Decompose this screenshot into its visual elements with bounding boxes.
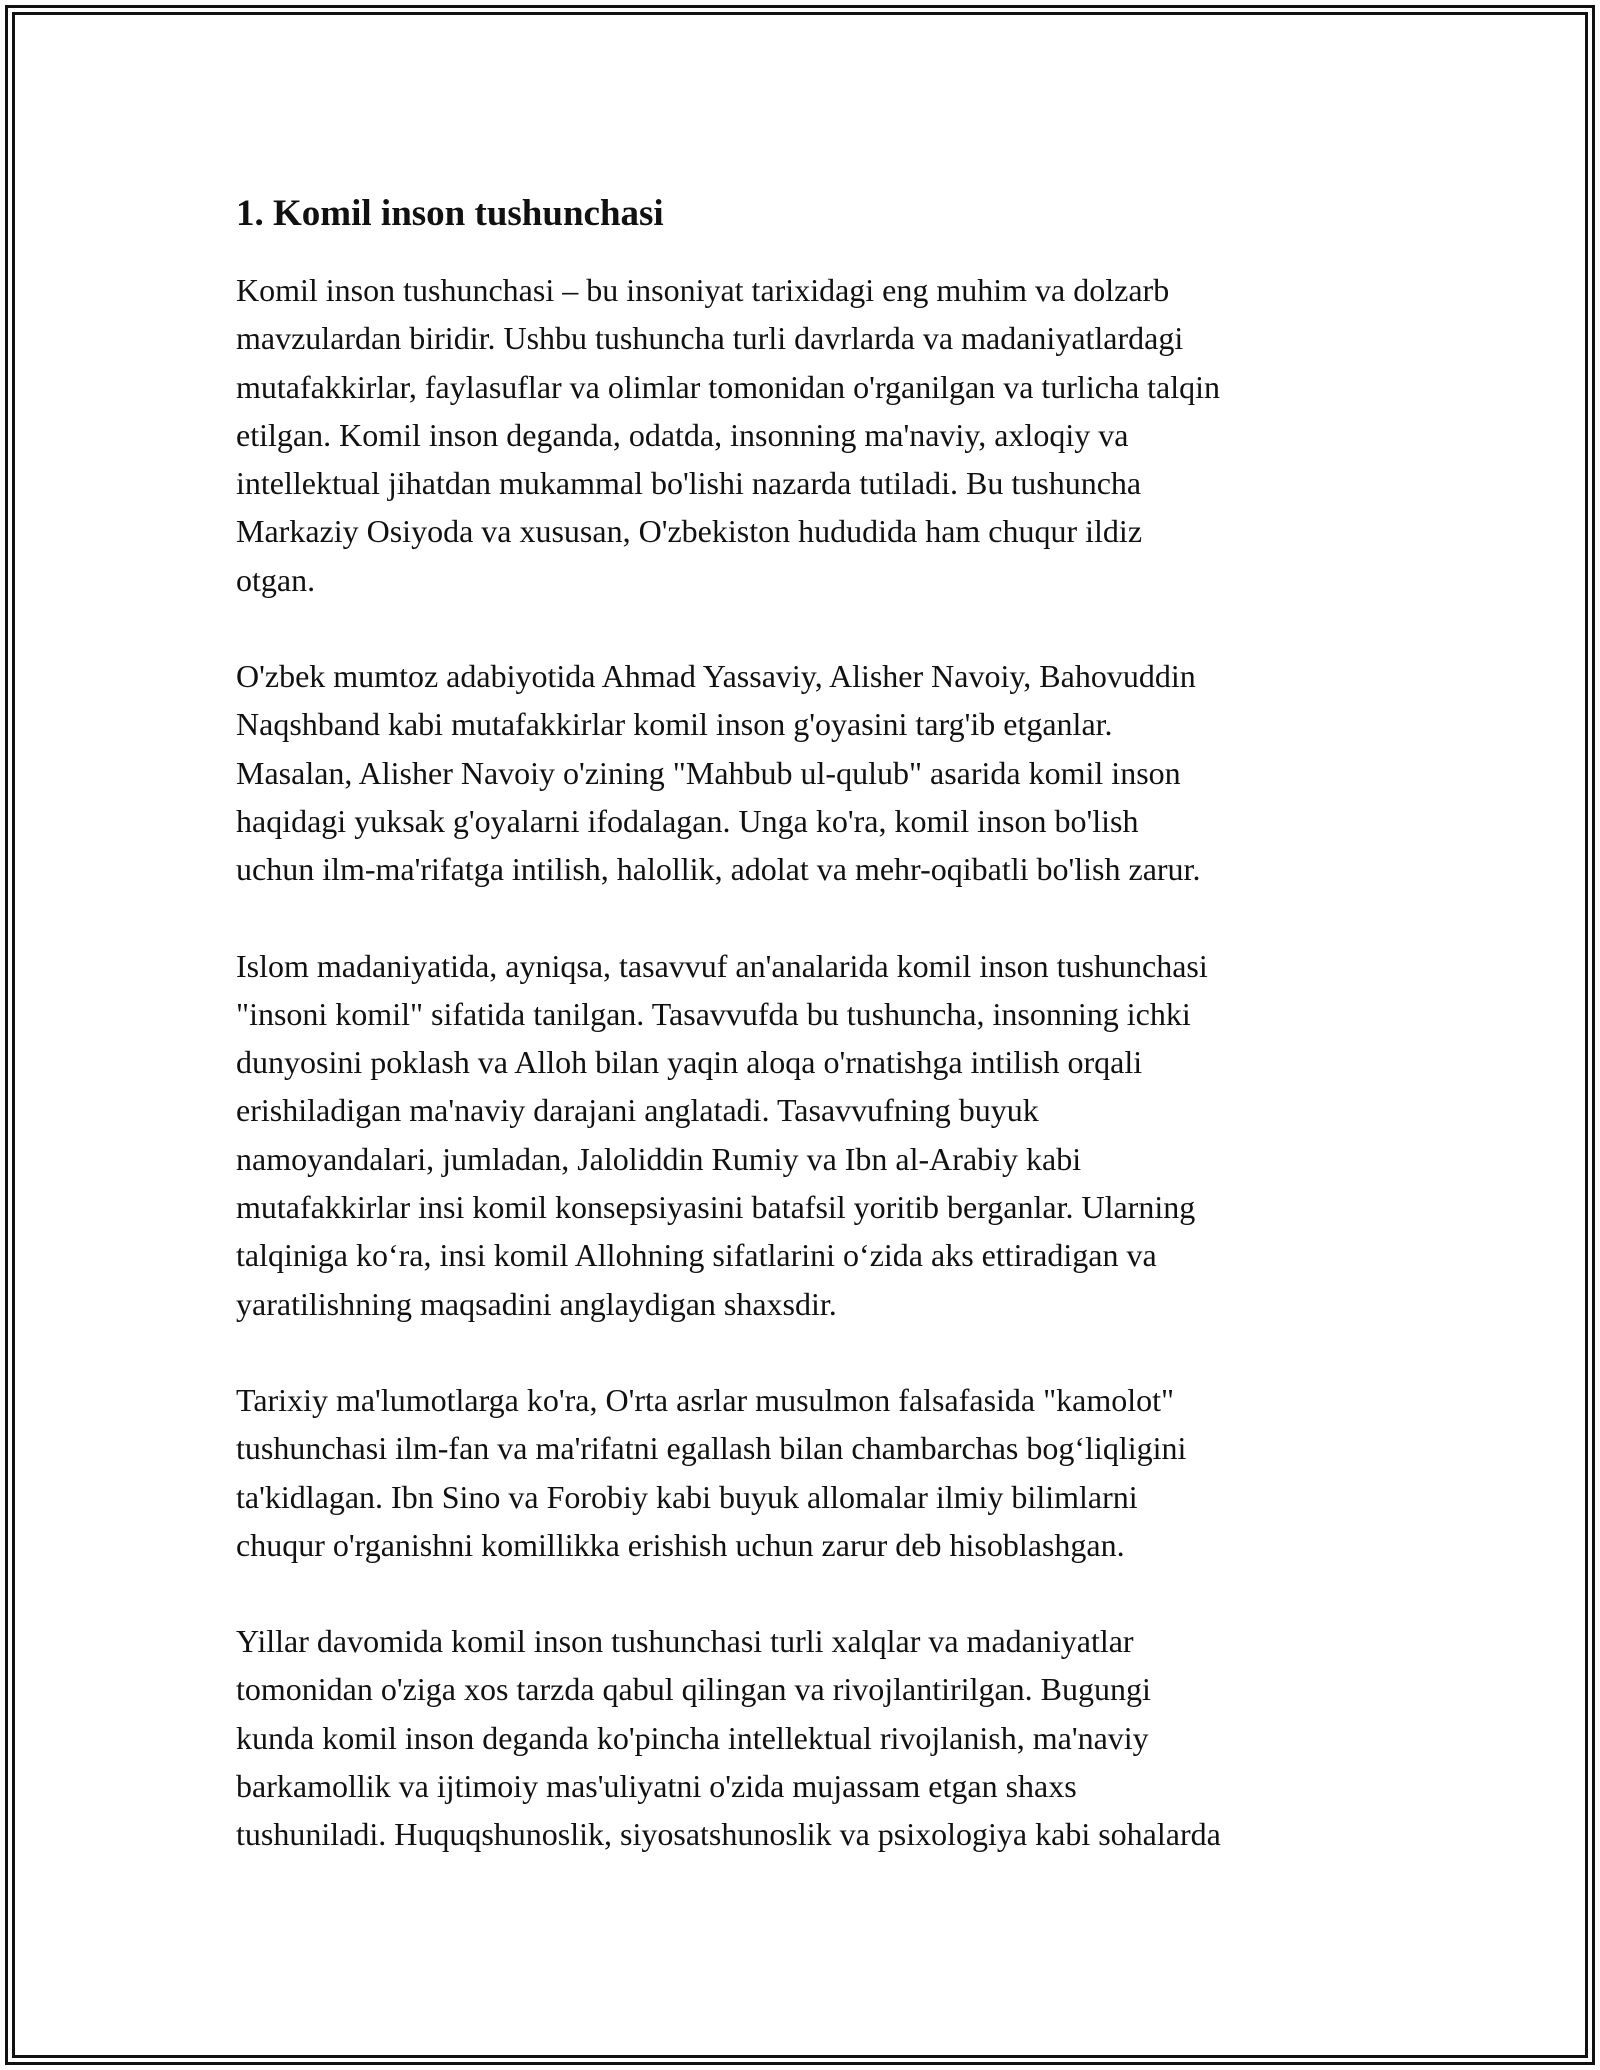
text-line: chuqur o'rganishni komillikka erishish uchun zarur deb hisoblashgan.	[236, 1526, 1125, 1563]
text-line: dunyosini poklash va Alloh bilan yaqin aloqa o'rnatishga intilish orqali	[236, 1044, 1143, 1081]
section-heading: 1. Komil inson tushunchasi	[236, 193, 664, 234]
document-body	[236, 186, 1376, 1859]
text-line: Naqshband kabi mutafakkirlar komil inson g'oyasini targ'ib etganlar.	[236, 706, 1113, 743]
text-line: Yillar davomida komil inson tushunchasi turli xalqlar va madaniyatlar	[236, 1623, 1134, 1660]
text-line: otgan.	[236, 561, 316, 598]
text-line: O'zbek mumtoz adabiyotida Ahmad Yassaviy, Alisher Navoiy, Bahovuddin	[236, 658, 1196, 695]
text-line: tushunchasi ilm-fan va ma'rifatni egallash bilan chambarchas bog‘liqligini	[236, 1430, 1187, 1467]
text-line: barkamollik va ijtimoiy mas'uliyatni o'zida mujassam etgan shaxs	[236, 1768, 1077, 1805]
paragraph-intro	[236, 266, 1376, 604]
text-line: namoyandalari, jumladan, Jaloliddin Rumiy va Ibn al-Arabiy kabi	[236, 1140, 1082, 1177]
text-line: tomonidan o'ziga xos tarzda qabul qilingan va rivojlantirilgan. Bugungi	[236, 1671, 1151, 1708]
paragraph-uzbek-literature	[236, 652, 1376, 893]
text-line: Tarixiy ma'lumotlarga ko'ra, O'rta asrlar musulmon falsafasida "kamolot"	[236, 1381, 1175, 1418]
text-line: mutafakkirlar insi komil konsepsiyasini batafsil yoritib berganlar. Ularning	[236, 1189, 1196, 1226]
text-line: ta'kidlagan. Ibn Sino va Forobiy kabi buyuk allomalar ilmiy bilimlarni	[236, 1478, 1138, 1515]
text-line: mavzulardan biridir. Ushbu tushuncha turli davrlarda va madaniyatlardagi	[236, 320, 1184, 357]
text-line: haqidagi yuksak g'oyalarni ifodalagan. Unga ko'ra, komil inson bo'lish	[236, 802, 1139, 839]
text-line: Markaziy Osiyoda va xususan, O'zbekiston hududida ham chuqur ildiz	[236, 513, 1143, 550]
text-line: talqiniga ko‘ra, insi komil Allohning sifatlarini o‘zida aks ettiradigan va	[236, 1237, 1157, 1274]
text-line: mutafakkirlar, faylasuflar va olimlar tomonidan o'rganilgan va turlicha talqin	[236, 368, 1221, 405]
text-line: Komil inson tushunchasi – bu insoniyat tarixidagi eng muhim va dolzarb	[236, 272, 1170, 308]
paragraph-modern-view	[236, 1617, 1376, 1858]
text-line: Masalan, Alisher Navoiy o'zining "Mahbub ul-qulub" asarida komil inson	[236, 754, 1181, 791]
text-line: Islom madaniyatida, ayniqsa, tasavvuf an'analarida komil inson tushunchasi	[236, 947, 1208, 984]
paragraph-historical-data	[236, 1376, 1376, 1569]
text-line: intellektual jihatdan mukammal bo'lishi nazarda tutiladi. Bu tushuncha	[236, 465, 1142, 502]
text-line: erishiladigan ma'naviy darajani anglatadi. Tasavvufning buyuk	[236, 1092, 1039, 1129]
text-line: uchun ilm-ma'rifatga intilish, halollik, adolat va mehr-oqibatli bo'lish zarur.	[236, 851, 1201, 888]
text-line: "insoni komil" sifatida tanilgan. Tasavvufda bu tushuncha, insonning ichki	[236, 995, 1191, 1032]
text-line: tushuniladi. Huquqshunoslik, siyosatshunoslik va psixologiya kabi sohalarda	[236, 1816, 1221, 1853]
text-line: kunda komil inson deganda ko'pincha intellektual rivojlanish, ma'naviy	[236, 1719, 1149, 1756]
text-line: yaratilishning maqsadini anglaydigan shaxsdir.	[236, 1285, 837, 1322]
paragraph-islamic-culture	[236, 942, 1376, 1328]
text-line: etilgan. Komil inson deganda, odatda, insonning ma'naviy, axloqiy va	[236, 416, 1129, 453]
